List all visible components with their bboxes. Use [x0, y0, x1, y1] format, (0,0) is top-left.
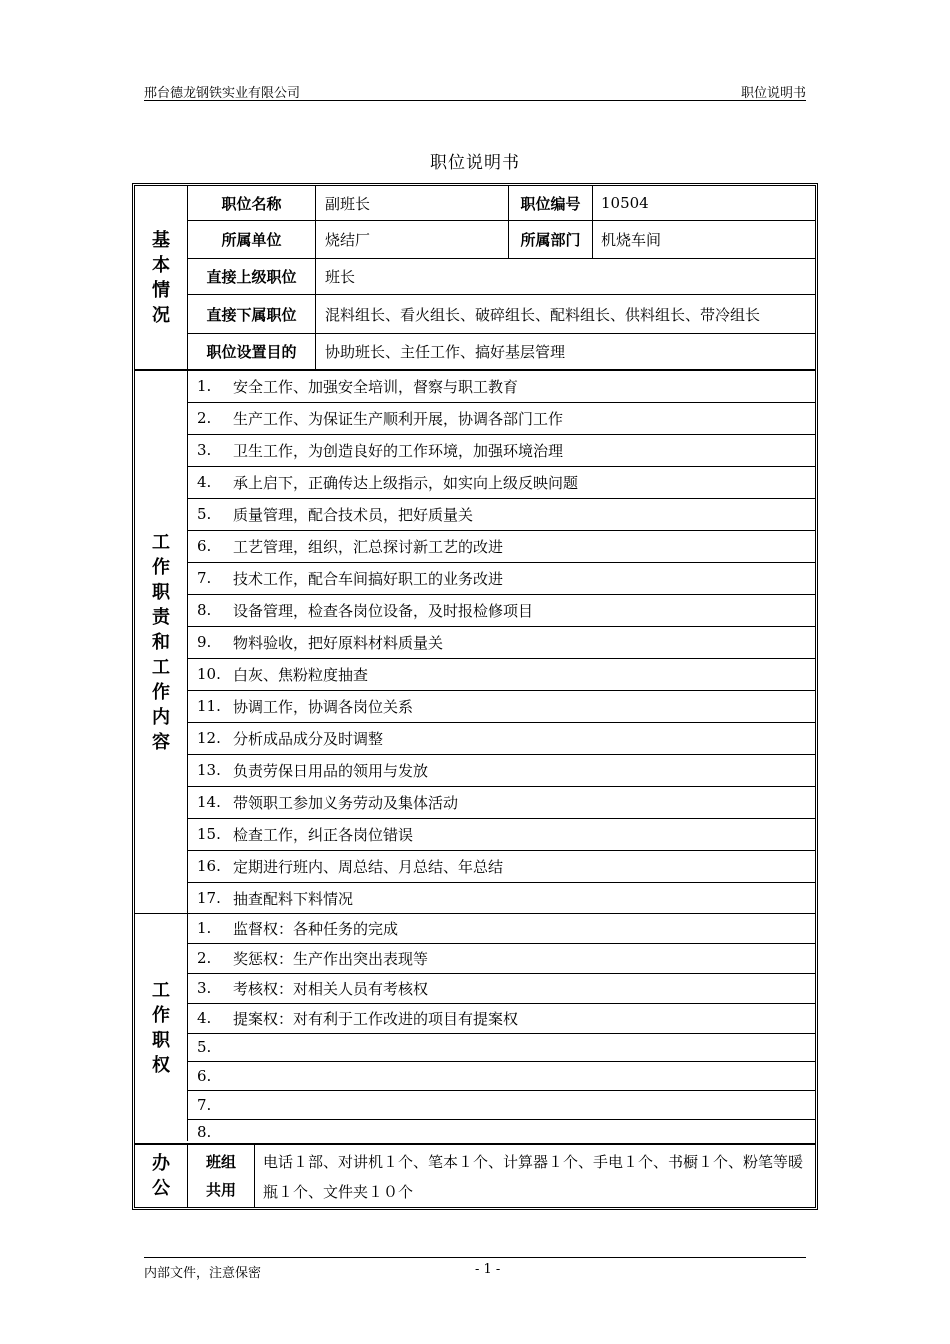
document-type: 职位说明书 — [740, 86, 806, 101]
duty-item: 7. 技术工作，配合车间搞好职工的业务改进 — [197, 569, 504, 588]
page-title: 职位说明书 — [430, 153, 520, 173]
unit-value: 烧结厂 — [325, 231, 371, 249]
row-line — [187, 754, 815, 755]
row-line — [187, 498, 815, 499]
page-header — [144, 80, 806, 101]
page-footer — [144, 1257, 806, 1281]
row-line — [187, 882, 815, 883]
row-line — [187, 530, 815, 531]
authority-item: 1. 监督权：各种任务的完成 — [197, 919, 399, 938]
column-line — [315, 186, 316, 369]
duty-item: 11. 协调工作，协调各岗位关系 — [197, 697, 414, 716]
section-duties-label: 工 作 职 责 和 工 作 内 容 — [152, 531, 170, 753]
row-line — [187, 562, 815, 563]
duty-item: 13. 负责劳保日用品的领用与发放 — [197, 761, 429, 780]
authority-item: 3. 考核权：对相关人员有考核权 — [197, 979, 429, 998]
authority-item: 2. 奖惩权：生产作出突出表现等 — [197, 949, 429, 968]
authority-item: 8. — [197, 1123, 212, 1141]
duty-item: 5. 质量管理，配合技术员，把好质量关 — [197, 505, 474, 524]
subordinate-value: 混料组长、看火组长、破碎组长、配料组长、供料组长、带冷组长 — [325, 305, 761, 324]
row-line — [187, 722, 815, 723]
authority-item: 5. — [197, 1037, 212, 1056]
row-line — [187, 943, 815, 944]
section-office-label: 办 公 — [152, 1153, 170, 1199]
duty-item: 14. 带领职工参加义务劳动及集体活动 — [197, 793, 459, 812]
purpose-label: 职位设置目的 — [206, 343, 297, 361]
duty-item: 6. 工艺管理，组织，汇总探讨新工艺的改进 — [197, 537, 504, 556]
confidential-note: 内部文件，注意保密 — [144, 1266, 262, 1281]
job-description-table — [132, 183, 818, 1210]
unit-label: 所属单位 — [221, 231, 282, 249]
row-line — [187, 1061, 815, 1062]
position-code-label: 职位编号 — [520, 194, 581, 213]
duty-item: 2. 生产工作、为保证生产顺利开展，协调各部门工作 — [197, 409, 564, 428]
row-line — [187, 850, 815, 851]
row-line — [187, 434, 815, 435]
row-line — [187, 626, 815, 627]
superior-label: 直接上级职位 — [206, 268, 297, 286]
authority-item: 6. — [197, 1066, 212, 1085]
authority-item: 4. 提案权：对有利于工作改进的项目有提案权 — [197, 1009, 519, 1028]
row-line — [187, 1090, 815, 1091]
page-number: - 1 - — [475, 1262, 501, 1277]
section-divider — [187, 1099, 188, 1141]
row-line — [187, 1003, 815, 1004]
row-line — [187, 594, 815, 595]
position-name-label: 职位名称 — [221, 194, 282, 213]
row-line — [187, 658, 815, 659]
purpose-value: 协助班长、主任工作、搞好基层管理 — [325, 343, 566, 361]
position-name-value: 副班长 — [325, 194, 371, 213]
row-line — [187, 466, 815, 467]
duty-item: 15. 检查工作，纠正各岗位错误 — [197, 825, 414, 844]
row-line — [187, 818, 815, 819]
row-line — [187, 690, 815, 691]
duty-item: 8. 设备管理，检查各岗位设备，及时报检修项目 — [197, 601, 534, 620]
duty-item: 10. 白灰、焦粉粒度抽查 — [197, 665, 369, 684]
company-name: 邢台德龙钢铁实业有限公司 — [144, 86, 301, 101]
dept-value: 机烧车间 — [601, 231, 662, 249]
section-authority-label: 工 作 职 权 — [152, 979, 170, 1076]
position-code-value: 10504 — [601, 194, 649, 212]
duty-item: 12. 分析成品成分及时调整 — [197, 729, 384, 748]
column-line — [254, 1145, 255, 1207]
duty-item: 16. 定期进行班内、周总结、月总结、年总结 — [197, 857, 504, 876]
row-line — [187, 786, 815, 787]
office-shared-label: 班组 共用 — [205, 1153, 236, 1199]
duty-item: 4. 承上启下，正确传达上级指示，如实向上级反映问题 — [197, 473, 579, 492]
duty-item: 17. 抽查配料下料情况 — [197, 889, 354, 908]
row-line — [187, 1033, 815, 1034]
row-line — [187, 1119, 815, 1120]
duty-item: 3. 卫生工作，为创造良好的工作环境，加强环境治理 — [197, 441, 564, 460]
duty-item: 9. 物料验收，把好原料材料质量关 — [197, 633, 444, 652]
dept-label: 所属部门 — [520, 231, 581, 249]
subordinate-label: 直接下属职位 — [206, 305, 297, 324]
section-basic-label: 基 本 情 况 — [152, 229, 170, 326]
row-line — [187, 402, 815, 403]
row-line — [187, 973, 815, 974]
authority-item: 7. — [197, 1095, 212, 1114]
superior-value: 班长 — [325, 268, 356, 286]
duty-item: 1. 安全工作、加强安全培训，督察与职工教育 — [197, 377, 519, 396]
office-equipment-text: 电话１部、对讲机１个、笔本１个、计算器１个、手电１个、书橱１个、粉笔等暖瓶１个、文件夹１０个 — [263, 1153, 804, 1201]
column-line — [592, 186, 593, 258]
